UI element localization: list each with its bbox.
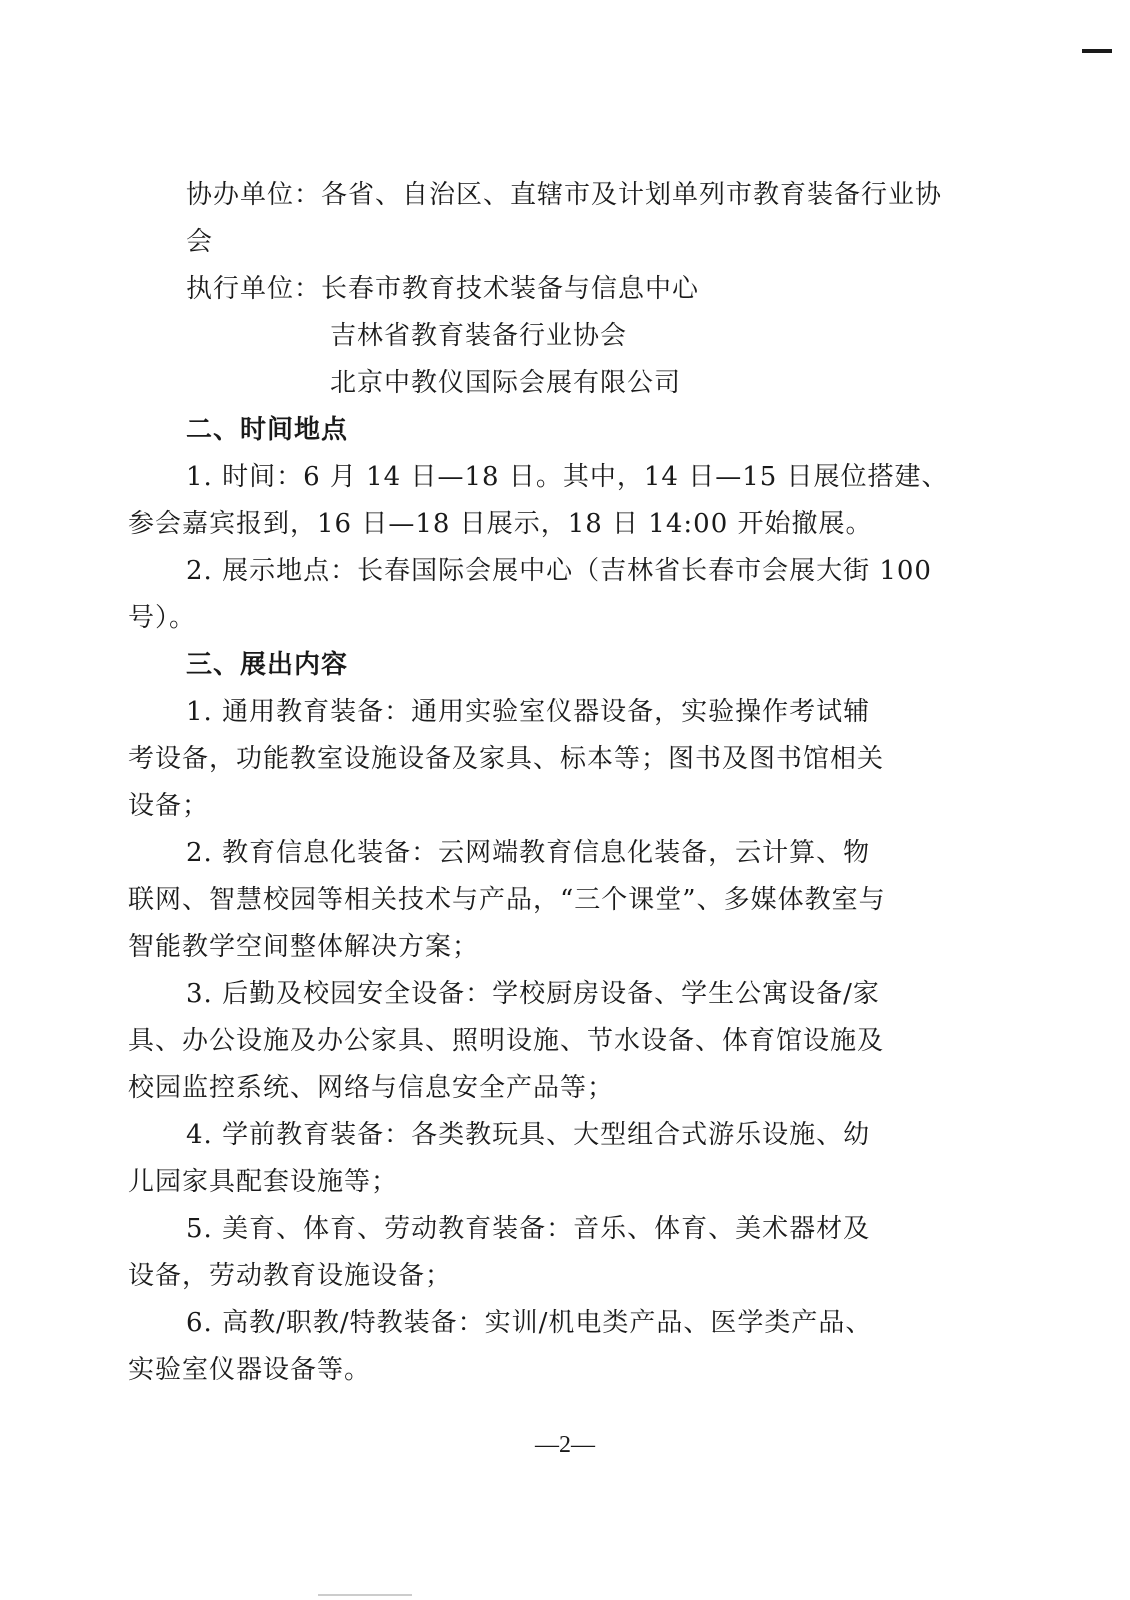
text-line: 设备； (128, 791, 210, 821)
text-line: 会 (186, 227, 214, 257)
text-line: 北京中教仪国际会展有限公司 (330, 368, 682, 398)
text-line: 2. 教育信息化装备：云网端教育信息化装备，云计算、物 (186, 838, 871, 868)
text-line: 1. 时间：6 月 14 日—18 日。其中，14 日—15 日展位搭建、 (186, 462, 949, 492)
text-line: 3. 后勤及校园安全设备：学校厨房设备、学生公寓设备/家 (186, 979, 880, 1009)
text-line: 智能教学空间整体解决方案； (128, 932, 480, 962)
text-line: 4. 学前教育装备：各类教玩具、大型组合式游乐设施、幼 (186, 1120, 871, 1150)
section-heading: 三、展出内容 (186, 650, 349, 680)
text-line: 校园监控系统、网络与信息安全产品等； (128, 1073, 615, 1103)
text-line: 6. 高教/职教/特教装备：实训/机电类产品、医学类产品、 (186, 1308, 873, 1338)
text-line: 号）。 (128, 603, 197, 633)
document-body (128, 172, 948, 1394)
text-line: 5. 美育、体育、劳动教育装备：音乐、体育、美术器材及 (186, 1214, 871, 1244)
text-line: 具、办公设施及办公家具、照明设施、节水设备、体育馆设施及 (128, 1026, 885, 1056)
text-line: 协办单位：各省、自治区、直辖市及计划单列市教育装备行业协 (186, 180, 943, 210)
page-number: —2— (535, 1432, 595, 1458)
text-line: 儿园家具配套设施等； (128, 1167, 399, 1197)
text-line: 吉林省教育装备行业协会 (330, 321, 628, 351)
text-line: 2. 展示地点：长春国际会展中心（吉林省长春市会展大街 100 (186, 556, 932, 586)
text-line: 执行单位：长春市教育技术装备与信息中心 (186, 274, 700, 304)
section-heading: 二、时间地点 (186, 415, 349, 445)
text-line: 设备，劳动教育设施设备； (128, 1261, 453, 1291)
corner-dash-mark (1082, 49, 1112, 53)
text-line: 考设备，功能教室设施设备及家具、标本等；图书及图书馆相关 (128, 744, 885, 774)
text-line: 实验室仪器设备等。 (128, 1355, 372, 1385)
text-line: 参会嘉宾报到，16 日—18 日展示，18 日 14:00 开始撤展。 (128, 509, 873, 539)
bottom-rule (318, 1594, 412, 1596)
text-line: 1. 通用教育装备：通用实验室仪器设备，实验操作考试辅 (186, 697, 871, 727)
text-line: 联网、智慧校园等相关技术与产品，“三个课堂”、多媒体教室与 (128, 885, 886, 915)
